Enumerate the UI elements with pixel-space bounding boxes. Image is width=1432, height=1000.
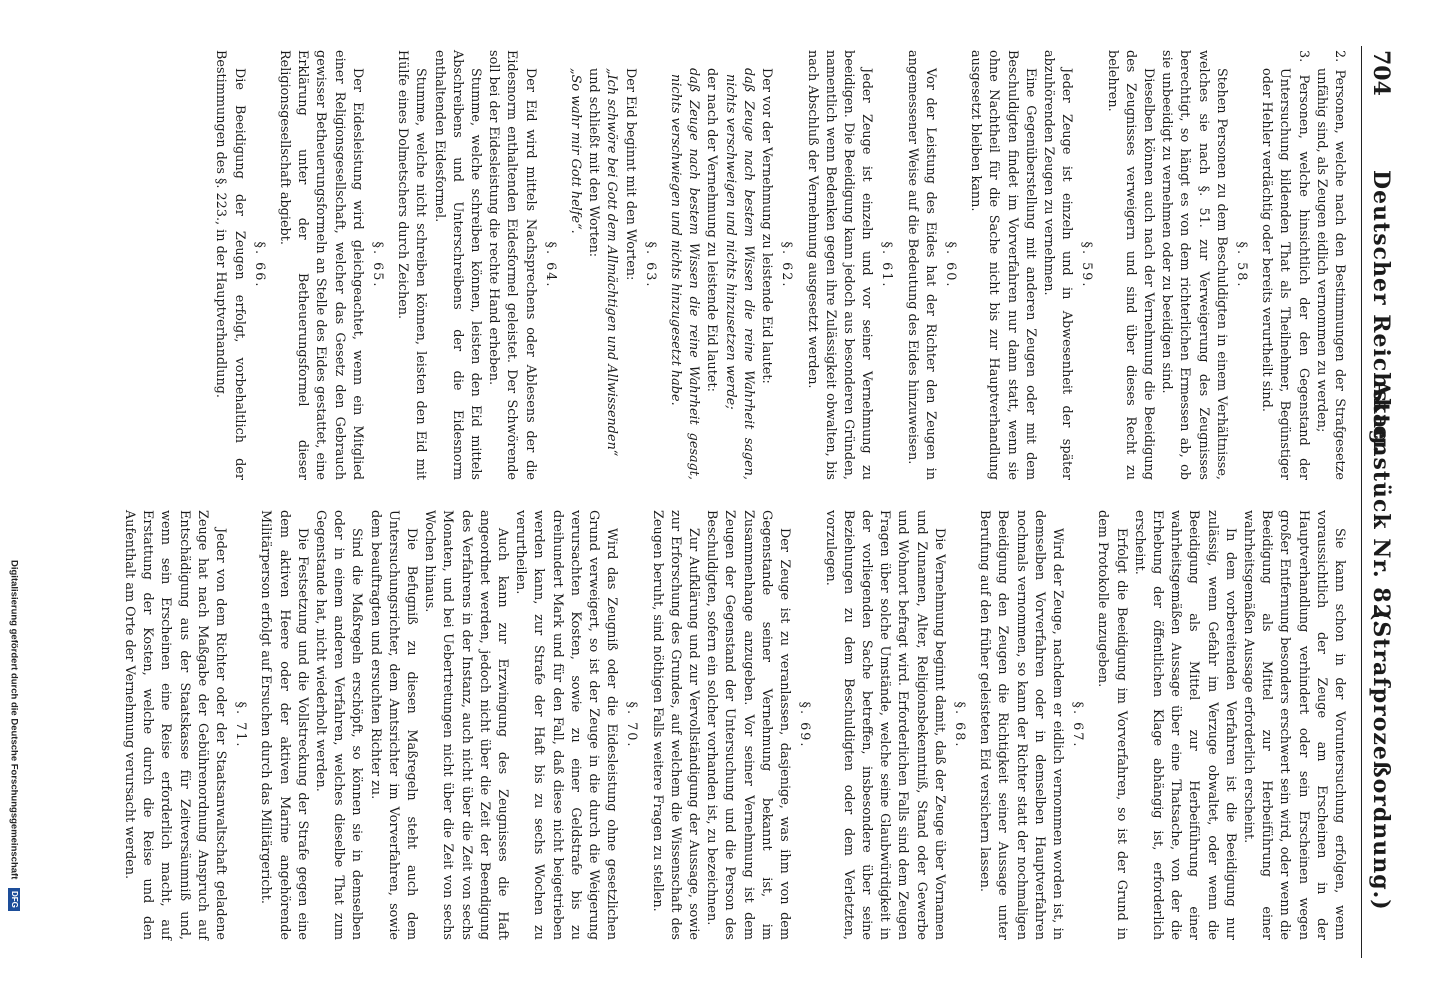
page-header <box>1358 50 1398 960</box>
section-number: §. 61. <box>879 241 895 289</box>
paragraph: Dieselben können auch nach der Vernehmung die Beeidigung des Zeugnisses verweigern und sind über dieses Recht zu belehren. <box>1104 50 1156 480</box>
oath-formula: daß Zeuge nach bestem Wissen die reine Wahrheit gesagt, nichts verschwiegen und nichts hinzugesetzt habe. <box>668 68 702 480</box>
section-number: §. 63. <box>642 241 658 289</box>
paragraph: Erfolgt die Beeidigung im Vorverfahren, so ist der Grund in dem Protokolle anzugeben. <box>1095 510 1129 940</box>
paragraph: Der vor der Vernehmung zu leistende Eid lautet: <box>759 68 775 384</box>
enumerated-item: 3. Personen, welche hinsichtlich der den Gegenstand der Untersuchung bildenden That als Theilnehmer, Begünstiger oder Hehler verdächtig oder bereits verurtheilt sind. <box>1259 50 1311 480</box>
paragraph: Jeder von dem Richter oder der Staatsanwaltschaft geladene Zeuge hat nach Maßgabe der Gebührenordnung Anspruch auf Entschädigung aus der Staatskasse für Zeitversäumniß und, wenn sein Erscheinen eine Reise erforderlich macht, auf Erstattung der Kosten, welche durch die Reise und den Aufenthalt am Orte der Vernehmung verursacht werden. <box>122 510 229 940</box>
page-number: 704 <box>1368 50 1394 96</box>
paragraph: Zur Aufklärung und zur Vervollständigung der Aussage, sowie zur Erforschung des Grundes, auf welchem die Wissenschaft des Zeugen beruht, sind nöthigen Falls weitere Fragen zu stellen. <box>649 510 702 940</box>
section-number: §. 67. <box>1070 701 1086 749</box>
paragraph: Die Festsetzung und die Vollstreckung der Strafe gegen eine dem aktiven Heere oder der aktiven Marine angehörende Militärperson erfolgt auf Ersuchen durch das Militärgericht. <box>258 510 310 940</box>
section-number: §. 64. <box>542 241 558 289</box>
paragraph: und schließt mit den Worten: <box>586 68 602 258</box>
paragraph: Wird das Zeugniß oder die Eidesleistung ohne gesetzlichen Grund verweigert, so ist der Zeuge in die durch die Weigerung verursachten Kosten, sowie zu einer Geldstrafe bis zu dreihundert Mark und für den Fall, daß diese nicht beigetrieben werden kann, zur Strafe der Haft bis zu sechs Wochen zu verurtheilen. <box>513 510 620 940</box>
paragraph: Stumme, welche nicht schreiben können, leisten den Eid mit Hülfe eines Dolmetschers durch Zeichen. <box>395 50 429 480</box>
section-number: §. 71. <box>233 701 249 749</box>
credit-text: Digitalisierung gefördert durch die Deutsche Forschungsgemeinschaft <box>8 560 20 880</box>
section-number: §. 70. <box>624 701 640 749</box>
oath-formula: „Ich schwöre bei Gott dem Allmächtigen und Allwissenden“ <box>604 68 620 457</box>
enumerated-item: 2. Personen, welche nach den Bestimmungen der Strafgesetze unfähig sind, als Zeugen eidlich vernommen zu werden; <box>1313 50 1347 480</box>
left-text-column <box>211 50 1348 480</box>
paragraph: Sie kann schon in der Voruntersuchung erfolgen, wenn voraussichtlich der Zeuge am Erscheinen in der Hauptverhandlung verhindert oder sein Erscheinen wegen großer Entfernung besonders erschwert sein wird, oder wenn die Beeidigung als Mittel zur Herbeiführung einer wahrheitsgemäßen Aussage erforderlich erscheint. <box>1240 510 1347 940</box>
section-number: §. 60. <box>942 241 958 289</box>
paragraph: Der Eid wird mittels Nachsprechens oder Ablesens der die Eidesnorm enthaltenden Eidesformel geleistet. Der Schwörende soll bei der Eidesleistung die rechte Hand erheben. <box>486 50 538 480</box>
paragraph: der nach der Vernehmung zu leistende Eid lautet: <box>704 68 720 392</box>
paragraph: Auch kann zur Erzwingung des Zeugnisses die Haft angeordnet werden, jedoch nicht über die Zeit der Beendigung des Verfahrens in der Instanz, auch nicht über die Zeit von sechs Monaten, und bei Uebertretungen nicht über die Zeit von sechs Wochen hinaus. <box>422 510 511 940</box>
running-title: Deutscher Reichstag. <box>1368 170 1394 455</box>
paragraph: Jeder Zeuge ist einzeln und in Abwesenheit der später abzuhörenden Zeugen zu vernehmen. <box>1040 50 1075 480</box>
paragraph: Die Vernehmung beginnt damit, daß der Zeuge über Vornamen und Zunamen, Alter, Religionsbekenntniß, Stand oder Gewerbe und Wohnort befragt wird. Erforderlichen Falls sind dem Zeugen Fragen über solche Umstände, welche seine Glaubwürdigkeit in der vorliegenden Sache betreffen, insbesondere über seine Beziehungen zu dem Beschuldigten oder dem Verletzten, vorzulegen. <box>822 510 947 940</box>
paragraph: Eine Gegenüberstellung mit anderen Zeugen oder mit dem Beschuldigten findet im Vorverfahren nur dann statt, wenn sie ohne Nachtheil für die Sache nicht bis zur Hauptverhandlung ausgesetzt bleiben kann. <box>968 50 1038 480</box>
section-number: §. 69. <box>797 701 813 749</box>
section-number: §. 59. <box>1079 241 1095 289</box>
section-number: §. 65. <box>370 241 386 289</box>
paragraph: Die Beeidigung der Zeugen erfolgt, vorbehaltlich der Bestimmungen des §. 223., in der Hauptverhandlung. <box>213 50 247 480</box>
paragraph: Der Zeuge ist zu veranlassen, dasjenige, was ihm von dem Gegenstande seiner Vernehmung bekannt ist, im Zusammenhange anzugeben. Vor seiner Vernehmung ist dem Zeugen der Gegenstand der Untersuchung und die Person des Beschuldigten, sofern ein solcher vorhanden ist, zu bezeichnen. <box>704 510 793 940</box>
oath-formula: „So wahr mir Gott helfe“. <box>568 68 584 234</box>
document-reference: Aktenstück Nr. 82. <box>1368 380 1394 629</box>
paragraph: Wird der Zeuge, nachdem er eidlich vernommen worden ist, in demselben Vorverfahren oder in demselben Hauptverfahren nochmals vernommen, so kann der Richter statt der nochmaligen Beeidigung den Zeugen die Richtigkeit seiner Aussage unter Berufung auf den früher geleisteten Eid versichern lassen. <box>977 510 1065 940</box>
paragraph: Vor der Leistung des Eides hat der Richter den Zeugen in angemessener Weise auf die Bedeutung des Eides hinzuweisen. <box>904 50 938 480</box>
paragraph: Die Befugniß zu diesen Maßregeln steht auch dem Untersuchungsrichter, dem Amtsrichter im Vorverfahren, sowie dem beauftragten und ersuchten Richter zu. <box>367 510 420 940</box>
paragraph: Der Eid beginnt mit den Worten: <box>622 68 638 281</box>
oath-formula: daß Zeuge nach bestem Wissen die reine Wahrheit sagen, nichts verschweigen und nichts hinzusetzen werde; <box>722 68 756 480</box>
section-title: (Strafprozeßordnung.) <box>1368 610 1394 911</box>
digitization-credit <box>4 560 20 990</box>
section-number: §. 58. <box>1233 241 1249 289</box>
paragraph: Stehen Personen zu dem Beschuldigten in einem Verhältnisse, welches sie nach §. 51. zur Verweigerung des Zeugnisses berechtigt, so hängt es von dem richterlichen Ermessen ab, ob sie unbeeidigt zu vernehmen oder zu beeidigen sind. <box>1159 50 1229 480</box>
section-number: §. 68. <box>951 701 967 749</box>
paragraph: Der Eidesleistung wird gleichgeachtet, wenn ein Mitglied einer Religionsgesellschaft, welcher das Gesetz den Gebrauch gewisser Betheuerungsformeln an Stelle des Eides gestattet, eine Erklärung unter der Betheuerungsformel dieser Religionsgesellschaft abgiebt. <box>277 50 365 480</box>
paragraph: In dem vorbereitenden Verfahren ist die Beeidigung nur zulässig, wenn Gefahr im Verzuge obwaltet, oder wenn die Beeidigung als Mittel zur Herbeiführung einer wahrheitsgemäßen Aussage über eine Thatsache, von der die Erhebung der öffentlichen Klage abhängig ist, erforderlich erscheint. <box>1131 510 1238 940</box>
paragraph: Sind die Maßregeln erschöpft, so können sie in demselben oder in einem anderen Verfahren, welches dieselbe That zum Gegenstande hat, nicht wiederholt werden. <box>313 510 365 940</box>
dfg-logo: DFG <box>8 888 20 911</box>
right-text-column <box>120 510 1348 940</box>
section-number: §. 62. <box>779 241 795 289</box>
header-rule <box>1361 46 1362 958</box>
paragraph: Stumme, welche schreiben können, leisten den Eid mittels Abschreibens und Unterschreibens der die Eidesnorm enthaltenden Eidesformel. <box>431 50 484 480</box>
paragraph: Jeder Zeuge ist einzeln und vor seiner Vernehmung zu beeidigen. Die Beeidigung kann jedoch aus besonderen Gründen, namentlich wenn Bedenken gegen ihre Zulässigkeit obwalten, bis nach Abschluß der Vernehmung ausgesetzt werden. <box>804 50 875 480</box>
section-number: §. 66. <box>251 241 267 289</box>
